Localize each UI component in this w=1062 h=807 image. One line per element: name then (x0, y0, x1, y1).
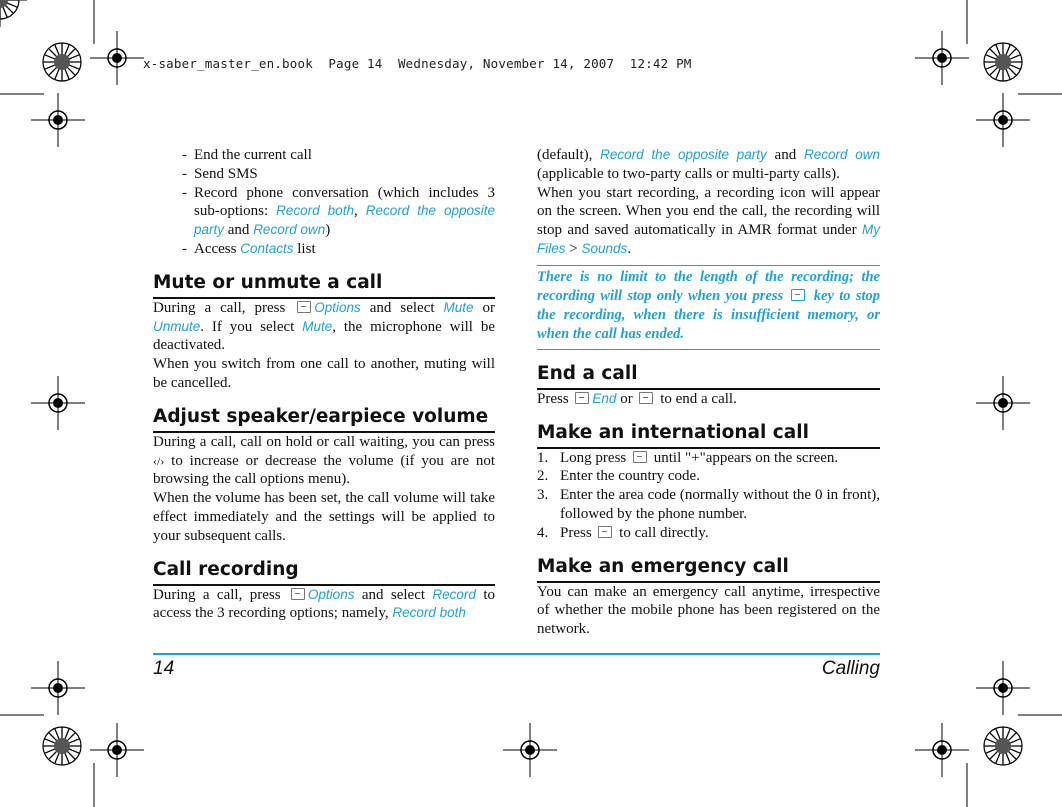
zero-key-icon (633, 451, 647, 463)
list-item: - Access Contacts list (182, 240, 316, 257)
volume-paragraph-2: When the volume has been set, the call volume will take effect immediately and the settings will be applied to your subsequent calls. (153, 490, 495, 544)
right-softkey-icon (791, 289, 805, 301)
emergency-call-section (537, 555, 880, 639)
chapter-title: Calling (821, 658, 880, 679)
left-softkey-icon (297, 301, 311, 313)
right-softkey-icon (575, 392, 589, 404)
end-call-section (537, 362, 880, 409)
call-key-icon (598, 526, 612, 538)
recording-section (153, 558, 495, 624)
emergency-paragraph: You can make an emergency call anytime, irrespective of whether the mobile phone has been registered on the network. (537, 583, 880, 638)
page-number: 14 (153, 658, 175, 679)
international-steps (537, 449, 880, 543)
end-key-icon (639, 392, 653, 404)
mute-paragraph-2: When you switch from one call to another, muting will be cancelled. (153, 356, 495, 391)
recording-continued: (default), Record the opposite party and Record own (applicable to two-party calls or multi-party calls). (537, 147, 880, 182)
recording-paragraph-1: During a call, press Options and select Record to access the 3 recording options; namely, Record both (153, 586, 495, 622)
navigation-key-icon: ‹/› (153, 453, 165, 468)
list-item: - Send SMS (182, 165, 258, 182)
recording-note: There is no limit to the length of the recording; the recording will stop only when you press key to stop the recording, when there is insufficient memory, or when the call has ended. (537, 265, 880, 350)
mute-paragraph-1: During a call, press Options and select Mute or Unmute. If you select Mute, the microphone will be deactivated. (153, 299, 495, 354)
recording-paragraph-2: When you start recording, a recording icon will appear on the screen. When you end the call, the recording will stop and saved automatically in AMR format under My Files > Sounds. (537, 184, 880, 257)
footer-rule (153, 653, 880, 655)
list-item: - End the current call (182, 147, 312, 163)
section-heading: Make an international call (537, 421, 880, 449)
volume-paragraph-1: During a call, call on hold or call waiting, you can press ‹/› to increase or decrease the volume (if you are not browsing the call options menu). (153, 433, 495, 488)
left-softkey-icon (291, 588, 305, 600)
end-call-paragraph: Press End or to end a call. (537, 390, 737, 407)
list-item: 1. Long press until "+"appears on the screen. (537, 449, 839, 466)
list-item: 2. Enter the country code. (537, 468, 700, 485)
list-item: - Record phone conversation (which includes 3 sub-options: Record both, Record the opposite party and Record own) (182, 184, 496, 239)
list-item: 4. Press to call directly. (537, 524, 709, 541)
section-heading: Make an emergency call (537, 555, 880, 583)
section-heading: Adjust speaker/earpiece volume (153, 405, 495, 433)
volume-section (153, 405, 495, 546)
list-item: 3. Enter the area code (normally without the 0 in front), followed by the phone number. (537, 487, 880, 522)
left-column (153, 146, 495, 623)
call-options-list (153, 146, 495, 259)
international-call-section (537, 421, 880, 543)
section-heading: End a call (537, 362, 880, 390)
section-heading: Mute or unmute a call (153, 271, 495, 299)
starburst-target-icon (0, 0, 19, 19)
right-column (537, 146, 880, 639)
section-heading: Call recording (153, 558, 495, 586)
mute-section (153, 271, 495, 393)
print-header: x-saber_master_en.book Page 14 Wednesday, November 14, 2007 12:42 PM (143, 56, 692, 71)
